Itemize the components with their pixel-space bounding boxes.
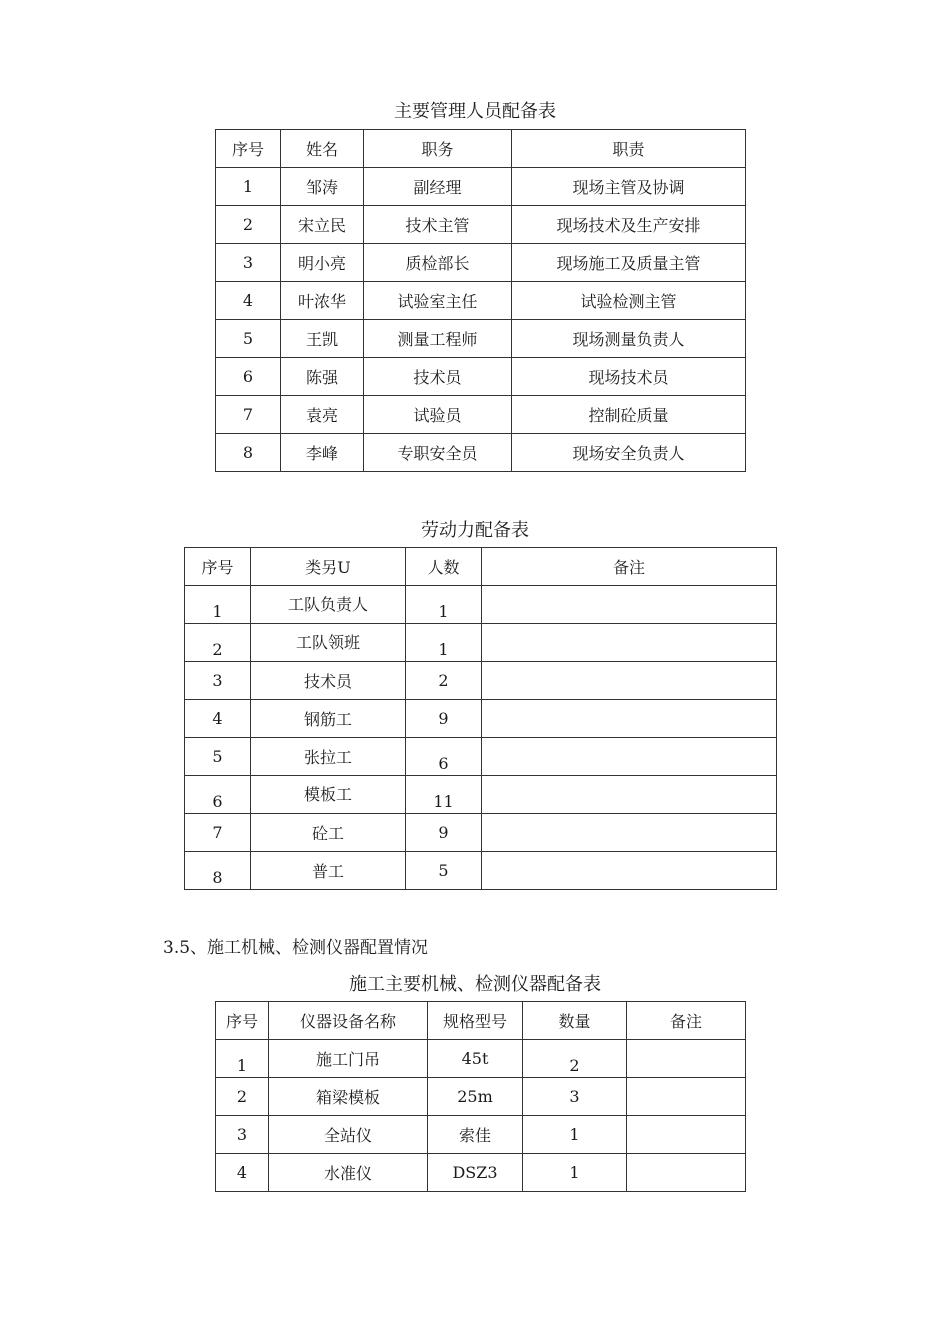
table-cell: 1 bbox=[406, 624, 482, 662]
table-cell: 钢筋工 bbox=[251, 700, 406, 738]
table-cell: 5 bbox=[185, 738, 251, 776]
table-cell: 2 bbox=[185, 624, 251, 662]
table-cell: 模板工 bbox=[251, 776, 406, 814]
header-cell: 类另U bbox=[251, 548, 406, 586]
table-cell: DSZ3 bbox=[428, 1154, 523, 1192]
header-row bbox=[216, 1002, 746, 1040]
table-cell: 现场技术员 bbox=[512, 358, 746, 396]
table-cell: 技术员 bbox=[364, 358, 512, 396]
table-cell: 25m bbox=[428, 1078, 523, 1116]
table-cell: 1 bbox=[523, 1116, 627, 1154]
header-cell: 数量 bbox=[523, 1002, 627, 1040]
table-cell: 6 bbox=[185, 776, 251, 814]
table-cell: 王凯 bbox=[281, 320, 364, 358]
table-cell: 现场技术及生产安排 bbox=[512, 206, 746, 244]
table-row bbox=[185, 814, 777, 852]
table-cell: 5 bbox=[216, 320, 281, 358]
table-cell: 试验检测主管 bbox=[512, 282, 746, 320]
table-cell: 普工 bbox=[251, 852, 406, 890]
table-cell: 3 bbox=[523, 1078, 627, 1116]
table-cell: 技术员 bbox=[251, 662, 406, 700]
table-cell: 45t bbox=[428, 1040, 523, 1078]
table-row bbox=[185, 662, 777, 700]
header-cell: 职责 bbox=[512, 130, 746, 168]
table-cell: 1 bbox=[523, 1154, 627, 1192]
table-cell: 9 bbox=[406, 700, 482, 738]
header-cell: 序号 bbox=[216, 130, 281, 168]
table-cell: 砼工 bbox=[251, 814, 406, 852]
table-cell: 施工门吊 bbox=[269, 1040, 428, 1078]
header-cell: 备注 bbox=[482, 548, 777, 586]
table-row bbox=[216, 1078, 746, 1116]
table-cell: 技术主管 bbox=[364, 206, 512, 244]
table-cell bbox=[482, 700, 777, 738]
table-cell: 索佳 bbox=[428, 1116, 523, 1154]
table-cell: 2 bbox=[216, 206, 281, 244]
table-cell: 现场施工及质量主管 bbox=[512, 244, 746, 282]
table-cell: 副经理 bbox=[364, 168, 512, 206]
table-cell: 现场安全负责人 bbox=[512, 434, 746, 472]
table-row bbox=[216, 320, 746, 358]
table-cell: 邹涛 bbox=[281, 168, 364, 206]
table-cell: 工队负责人 bbox=[251, 586, 406, 624]
table-row bbox=[216, 282, 746, 320]
table-row bbox=[185, 586, 777, 624]
table-cell: 6 bbox=[216, 358, 281, 396]
table-cell: 张拉工 bbox=[251, 738, 406, 776]
table-cell: 水准仪 bbox=[269, 1154, 428, 1192]
table-cell: 试验员 bbox=[364, 396, 512, 434]
header-cell: 序号 bbox=[185, 548, 251, 586]
table-cell: 叶浓华 bbox=[281, 282, 364, 320]
table-cell bbox=[482, 738, 777, 776]
table-cell: 4 bbox=[216, 282, 281, 320]
table-cell bbox=[482, 586, 777, 624]
header-cell: 人数 bbox=[406, 548, 482, 586]
table-cell: 1 bbox=[185, 586, 251, 624]
table-row bbox=[185, 700, 777, 738]
table-cell: 箱梁模板 bbox=[269, 1078, 428, 1116]
table-cell: 工队领班 bbox=[251, 624, 406, 662]
table-cell: 3 bbox=[216, 244, 281, 282]
table-cell: 专职安全员 bbox=[364, 434, 512, 472]
table-cell: 7 bbox=[185, 814, 251, 852]
header-row bbox=[185, 548, 777, 586]
table-cell: 4 bbox=[216, 1154, 269, 1192]
header-cell: 序号 bbox=[216, 1002, 269, 1040]
management-staff-table bbox=[215, 129, 746, 472]
table-cell: 5 bbox=[406, 852, 482, 890]
header-cell: 姓名 bbox=[281, 130, 364, 168]
table-row bbox=[216, 396, 746, 434]
table-row bbox=[216, 1116, 746, 1154]
table-cell: 控制砼质量 bbox=[512, 396, 746, 434]
header-cell: 职务 bbox=[364, 130, 512, 168]
table-row bbox=[216, 1040, 746, 1078]
table-cell: 1 bbox=[216, 1040, 269, 1078]
table-cell: 8 bbox=[216, 434, 281, 472]
table-cell: 明小亮 bbox=[281, 244, 364, 282]
table-cell: 2 bbox=[406, 662, 482, 700]
table-cell: 9 bbox=[406, 814, 482, 852]
table-cell bbox=[627, 1116, 746, 1154]
table-row bbox=[185, 624, 777, 662]
header-cell: 备注 bbox=[627, 1002, 746, 1040]
table-cell bbox=[627, 1078, 746, 1116]
table-cell: 11 bbox=[406, 776, 482, 814]
table-cell bbox=[627, 1040, 746, 1078]
table-cell: 测量工程师 bbox=[364, 320, 512, 358]
table-cell bbox=[482, 814, 777, 852]
table-row bbox=[216, 1154, 746, 1192]
table-cell: 3 bbox=[185, 662, 251, 700]
table-row bbox=[216, 206, 746, 244]
section-heading: 3.5、施工机械、检测仪器配置情况 bbox=[163, 938, 429, 958]
header-row bbox=[216, 130, 746, 168]
table-cell bbox=[627, 1154, 746, 1192]
table-cell bbox=[482, 852, 777, 890]
table-row bbox=[216, 358, 746, 396]
table-cell: 现场测量负责人 bbox=[512, 320, 746, 358]
table-row bbox=[216, 168, 746, 206]
table-cell bbox=[482, 662, 777, 700]
table-row bbox=[185, 776, 777, 814]
table-cell: 2 bbox=[523, 1040, 627, 1078]
table-cell: 1 bbox=[406, 586, 482, 624]
table-row bbox=[185, 738, 777, 776]
table-cell: 现场主管及协调 bbox=[512, 168, 746, 206]
table-cell: 全站仪 bbox=[269, 1116, 428, 1154]
table-cell: 质检部长 bbox=[364, 244, 512, 282]
table-cell: 8 bbox=[185, 852, 251, 890]
table-cell: 李峰 bbox=[281, 434, 364, 472]
table-cell: 1 bbox=[216, 168, 281, 206]
table-cell: 宋立民 bbox=[281, 206, 364, 244]
table-cell bbox=[482, 624, 777, 662]
table-cell: 4 bbox=[185, 700, 251, 738]
table-cell bbox=[482, 776, 777, 814]
table-row bbox=[216, 434, 746, 472]
table2-title: 劳动力配备表 bbox=[421, 520, 529, 541]
labor-force-table bbox=[184, 547, 777, 890]
header-cell: 仪器设备名称 bbox=[269, 1002, 428, 1040]
header-cell: 规格型号 bbox=[428, 1002, 523, 1040]
table1-title: 主要管理人员配备表 bbox=[394, 101, 556, 122]
table-cell: 6 bbox=[406, 738, 482, 776]
equipment-table bbox=[215, 1001, 746, 1192]
table-cell: 试验室主任 bbox=[364, 282, 512, 320]
table3-title: 施工主要机械、检测仪器配备表 bbox=[349, 974, 601, 995]
table-row bbox=[216, 244, 746, 282]
table-cell: 7 bbox=[216, 396, 281, 434]
table-cell: 3 bbox=[216, 1116, 269, 1154]
table-cell: 陈强 bbox=[281, 358, 364, 396]
table-cell: 2 bbox=[216, 1078, 269, 1116]
table-row bbox=[185, 852, 777, 890]
table-cell: 袁亮 bbox=[281, 396, 364, 434]
